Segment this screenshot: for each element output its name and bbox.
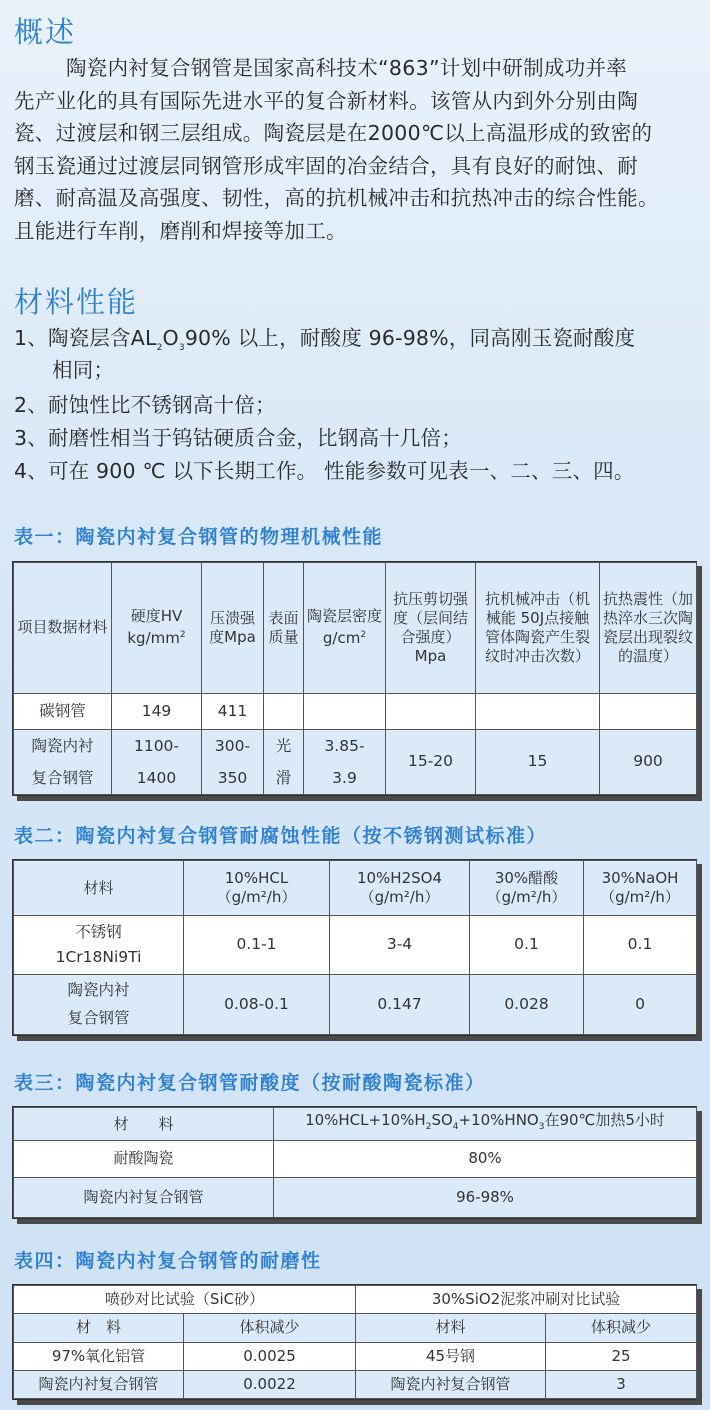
table2-cell: 0.1-1 — [184, 916, 330, 974]
table4-cell: 97%氧化铝管 — [14, 1342, 184, 1370]
overview-line: 瓷、过渡层和钢三层组成。陶瓷层是在2000℃以上高温形成的致密的 — [14, 121, 653, 145]
table3-header-material: 材 料 — [14, 1108, 274, 1141]
table4-group-sandblast: 喷砂对比试验（SiC砂） — [14, 1286, 356, 1314]
table1-header-hardness: 硬度HV $kg/mm^2$ — [112, 563, 202, 694]
table3-cell: 耐酸陶瓷 — [14, 1141, 274, 1177]
table1-cell: 陶瓷内衬 复合钢管 — [14, 729, 112, 794]
table2-cell: 0 — [584, 974, 697, 1034]
table2-cell: 3-4 — [330, 916, 470, 974]
property-item-4: 4、可在 900 ℃ 以下长期工作。 性能参数可见表一、二、三、四。 — [14, 459, 635, 483]
table4-cell: 0.0022 — [184, 1370, 356, 1398]
property-item-2: 2、耐蚀性比不锈钢高十倍； — [14, 393, 276, 417]
table2-header-hcl: 10%HCL （g/m²/h） — [184, 861, 330, 916]
table1-header-density: 陶瓷层密度$g/cm^2$ — [304, 563, 386, 694]
table1-header-thermal: 抗热震性（加热淬水三次陶瓷层出现裂纹的温度） — [600, 563, 697, 694]
table2-header-acetic: 30%醋酸 （g/m²/h） — [470, 861, 584, 916]
table3-cell: 80% — [274, 1141, 697, 1177]
table2-cell: 0.08-0.1 — [184, 974, 330, 1034]
table4-cell: 25 — [546, 1342, 697, 1370]
table2-cell: 0.1 — [470, 916, 584, 974]
table1-cell — [600, 693, 697, 729]
overview-line: 磨、耐高温及高强度、韧性，高的抗机械冲击和抗热冲击的综合性能。 — [14, 186, 659, 210]
table2-header-material: 材料 — [14, 861, 184, 916]
table4-subheader-material2: 材料 — [356, 1314, 546, 1342]
table4-subheader-volume: 体积减少 — [184, 1314, 356, 1342]
table4-cell: 0.0025 — [184, 1342, 356, 1370]
table1-caption: 表一：陶瓷内衬复合钢管的物理机械性能 — [14, 526, 384, 548]
table3-header-condition: $10\%HCL+10\%H_2SO_4+10\%HNO_3$在90℃加热5小时 — [274, 1108, 697, 1141]
table2-header-h2so4: 10%H2SO4 （g/m²/h） — [330, 861, 470, 916]
table4 — [12, 1284, 697, 1400]
table2-cell: 0.028 — [470, 974, 584, 1034]
table1-header-item: 项目数据材料 — [14, 563, 112, 694]
table3-cell: 陶瓷内衬复合钢管 — [14, 1177, 274, 1217]
table3-cell: 96-98% — [274, 1177, 697, 1217]
table4-group-slurry: 30%SiO2泥浆冲刷对比试验 — [356, 1286, 697, 1314]
table1-cell — [476, 693, 600, 729]
table1-cell: 光 滑 — [264, 729, 304, 794]
table1-cell — [264, 693, 304, 729]
table2-cell: 不锈钢 1Cr18Ni9Ti — [14, 916, 184, 974]
table4-cell: 45号钢 — [356, 1342, 546, 1370]
table4-cell: 陶瓷内衬复合钢管 — [14, 1370, 184, 1398]
table1-cell: 1100- 1400 — [112, 729, 202, 794]
table2 — [12, 859, 697, 1036]
table2-cell: 陶瓷内衬 复合钢管 — [14, 974, 184, 1034]
table1-cell: 15-20 — [386, 729, 476, 794]
table2-cell: 0.147 — [330, 974, 470, 1034]
table1-cell: 3.85- 3.9 — [304, 729, 386, 794]
table1 — [12, 561, 697, 796]
table2-caption: 表二：陶瓷内衬复合钢管耐腐蚀性能（按不锈钢测试标准） — [14, 825, 548, 847]
table1-cell: 900 — [600, 729, 697, 794]
property-item-1-continued: 相同； — [52, 358, 115, 382]
table1-header-shear: 抗压剪切强度（层间结合强度）Mpa — [386, 563, 476, 694]
table4-cell: 陶瓷内衬复合钢管 — [356, 1370, 546, 1398]
property-item-3: 3、耐磨性相当于钨钴硬质合金，比钢高十几倍； — [14, 426, 462, 450]
table1-header-surface: 表面质量 — [264, 563, 304, 694]
table2-header-naoh: 30%NaOH （g/m²/h） — [584, 861, 697, 916]
table1-cell — [304, 693, 386, 729]
table1-cell — [386, 693, 476, 729]
table1-header-impact: 抗机械冲击（机械能 50J点接触管体陶瓷产生裂纹时冲击次数） — [476, 563, 600, 694]
table1-cell: 411 — [202, 693, 264, 729]
table3 — [12, 1106, 697, 1219]
overview-line: 钢玉瓷通过过渡层同钢管形成牢固的冶金结合，具有良好的耐蚀、耐 — [14, 153, 638, 178]
table1-header-crush: 压溃强度Mpa — [202, 563, 264, 694]
table1-cell: 300- 350 — [202, 729, 264, 794]
table1-cell: 碳钢管 — [14, 693, 112, 729]
table4-cell: 3 — [546, 1370, 697, 1398]
overview-line: 先产业化的具有国际先进水平的复合新材料。该管从内到外分别由陶 — [14, 88, 638, 113]
property-item-1: 1、陶瓷层含$AL_2O_390\%$ 以上，耐酸度 96-98%，同高刚玉瓷耐酸度 — [14, 326, 636, 354]
table1-cell: 15 — [476, 729, 600, 794]
overview-heading: 概述 — [14, 15, 77, 49]
overview-line: 且能进行车削，磨削和焊接等加工。 — [14, 218, 347, 243]
table2-cell: 0.1 — [584, 916, 697, 974]
table4-subheader-volume2: 体积减少 — [546, 1314, 697, 1342]
table4-subheader-material: 材 料 — [14, 1314, 184, 1342]
overview-line: 陶瓷内衬复合钢管是国家高科技术“863”计划中研制成功并率 — [66, 56, 628, 80]
table3-caption: 表三：陶瓷内衬复合钢管耐酸度（按耐酸陶瓷标准） — [14, 1072, 486, 1094]
table1-cell: 149 — [112, 693, 202, 729]
table4-caption: 表四：陶瓷内衬复合钢管的耐磨性 — [14, 1250, 322, 1272]
overview-paragraph — [14, 52, 704, 247]
properties-heading: 材料性能 — [14, 285, 139, 319]
